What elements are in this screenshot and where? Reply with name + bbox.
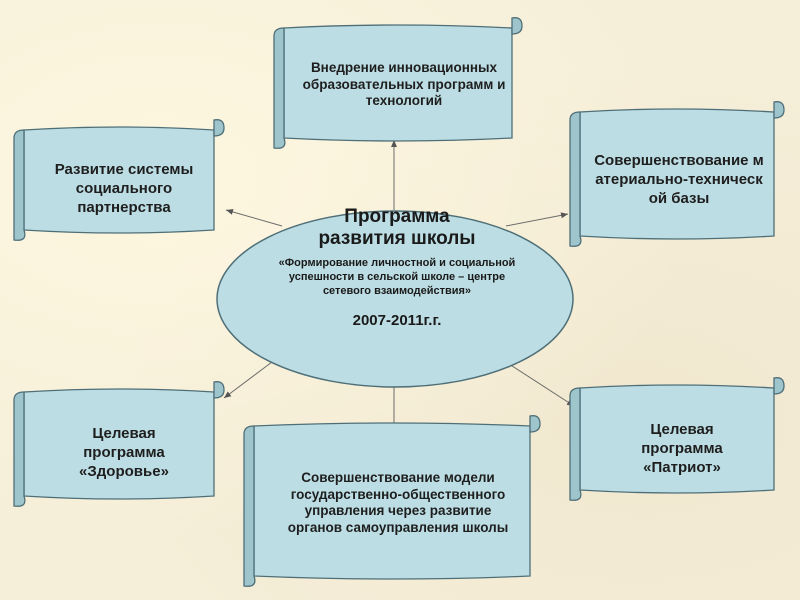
connector-left-bottom [224,362,272,398]
node-right-top-label: Совершенствование материально-технической базы [594,151,764,207]
scroll-curl-top [214,382,224,398]
center-subtitle: «Формирование личностной и социальной успешности в сельской школе – центре сетевого взаимодействия» [278,257,516,297]
center-text [252,206,542,329]
scroll-curl-left [570,112,581,246]
scroll-curl-left [244,426,255,586]
scroll-curl-left [570,388,581,500]
center-title: Программа развития школы [318,206,476,249]
node-left-bottom-label: Целевая программа «Здоровье» [79,424,169,480]
node-top-label: Внедрение инновационных образовательных программ и технологий [302,60,506,109]
scroll-curl-top [774,102,784,118]
scroll-curl-left [14,392,25,506]
scroll-curl-top [530,416,540,432]
node-right-bottom-label: Целевая программа «Патриот» [641,420,723,476]
scroll-curl-top [512,18,522,34]
connector-right-bottom [506,362,574,406]
scroll-curl-top [774,378,784,394]
scroll-curl-left [274,28,285,148]
node-bottom-label: Совершенствование модели государственно-общественного управления через развитие органов самоуправления школы [287,470,509,535]
node-left-top-label: Развитие системы социального партнерства [54,160,194,216]
center-period: 2007-2011г.г. [352,312,442,329]
scroll-curl-left [14,130,25,240]
scroll-curl-top [214,120,224,136]
